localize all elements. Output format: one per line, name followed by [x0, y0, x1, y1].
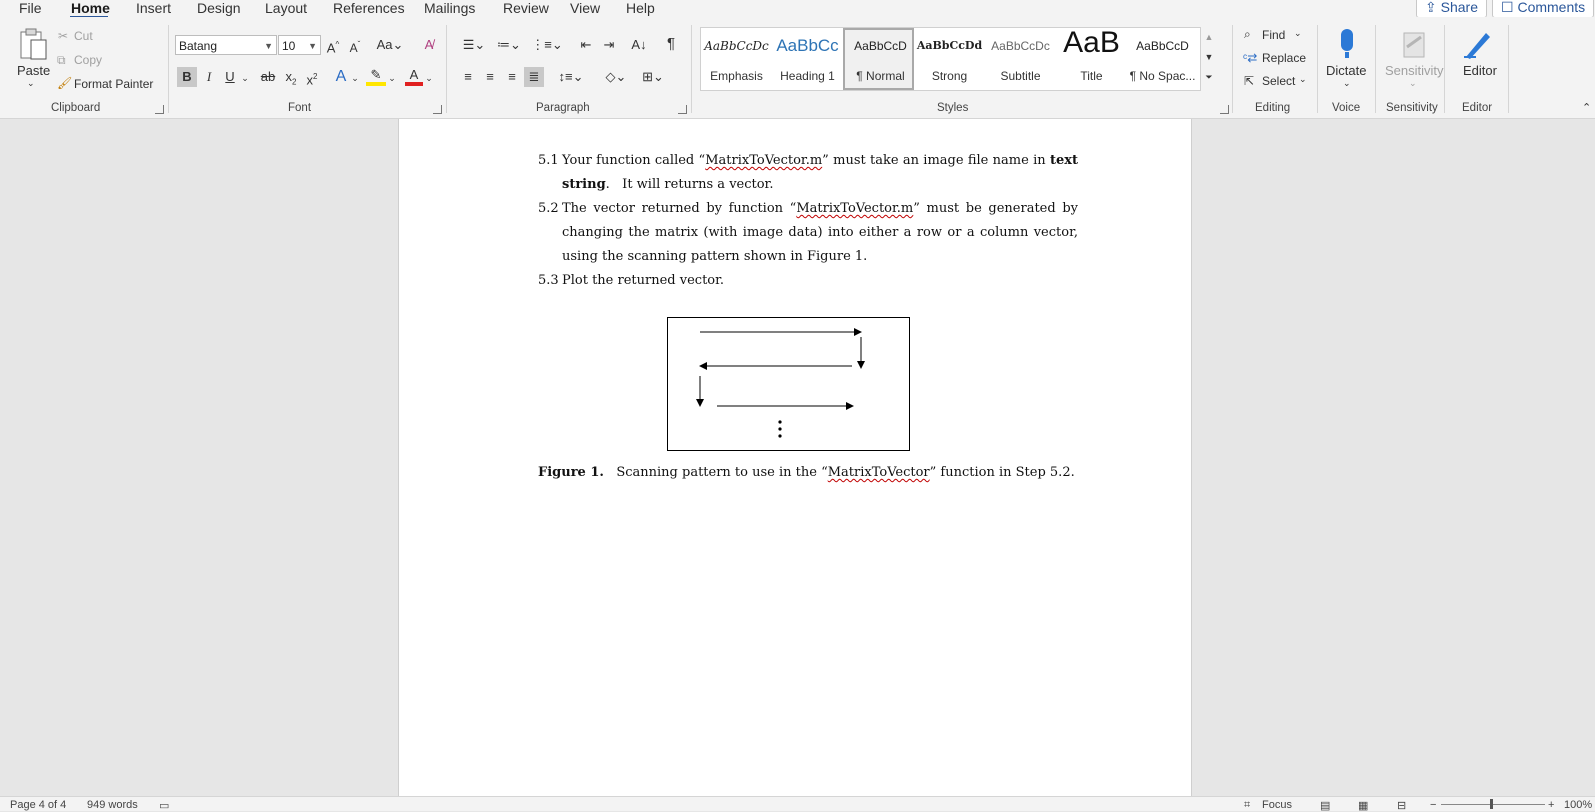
group-divider — [1508, 25, 1509, 113]
share-button[interactable] — [1416, 0, 1487, 18]
chevron-down-icon[interactable]: ⌄ — [1409, 78, 1417, 88]
paste-icon[interactable] — [18, 27, 48, 61]
editor-icon[interactable] — [1462, 27, 1494, 61]
gallery-scroll-up-icon[interactable]: ▲ — [1204, 32, 1214, 42]
sensitivity-icon[interactable] — [1399, 27, 1429, 61]
proofing-icon[interactable]: ▭ — [159, 800, 170, 812]
print-layout-icon[interactable]: ▦ — [1358, 800, 1369, 812]
style-heading-1[interactable] — [772, 28, 843, 90]
group-divider — [168, 25, 169, 113]
cut-icon: ✂ — [58, 29, 69, 43]
style-preview: AaBbCcDc — [704, 39, 769, 53]
tab-file[interactable]: File — [19, 0, 42, 16]
style-preview: AaBbCc — [776, 36, 839, 55]
tab-insert[interactable]: Insert — [136, 0, 172, 16]
list-number: 5.2 — [538, 201, 559, 216]
style-preview: AaBbCcD — [854, 39, 907, 53]
sensitivity-group-label: Sensitivity — [1386, 102, 1438, 114]
comment-icon: ☐ — [1501, 0, 1518, 15]
italic-button[interactable]: I — [206, 69, 212, 84]
paragraph-text: Your function called “ — [562, 153, 706, 168]
chevron-down-icon[interactable]: ⌄ — [1299, 74, 1307, 84]
tab-design[interactable]: Design — [197, 0, 241, 16]
style-preview: AaB — [1063, 26, 1120, 59]
web-layout-icon[interactable]: ⊟ — [1397, 800, 1407, 812]
format-painter-icon: 🖌 — [57, 76, 73, 90]
tab-layout[interactable]: Layout — [265, 0, 308, 16]
group-divider — [1444, 25, 1445, 113]
focus-button[interactable]: Focus — [1262, 799, 1292, 811]
shrink-font-icon[interactable]: $A^ˇ$ — [349, 40, 361, 55]
chevron-down-icon: ▼ — [264, 41, 273, 51]
clipboard-launcher-icon[interactable] — [155, 105, 164, 114]
style-name: ¶ No Spac... — [1129, 69, 1196, 83]
status-bar — [0, 796, 1595, 811]
scanning-pattern-figure[interactable] — [667, 317, 910, 451]
zoom-level[interactable]: 100% — [1564, 799, 1593, 811]
paragraph-text: . It will returns a vector. — [605, 177, 774, 192]
search-icon: ⌕ — [1244, 27, 1251, 41]
paragraph-text: ” must be generated by changing the matrix (with image data) into either a row or a column vector, using the scanning pattern shown in Figure 1. — [562, 201, 1078, 264]
chevron-down-icon[interactable]: ⌄ — [1294, 28, 1302, 38]
chevron-down-icon[interactable]: ⌄ — [388, 73, 396, 83]
group-divider — [691, 25, 692, 113]
list-number: 5.3 — [538, 273, 559, 288]
styles-group-label: Styles — [937, 102, 969, 114]
continuation-dot — [778, 420, 781, 423]
clear-formatting-icon[interactable]: A̸ — [424, 37, 434, 52]
sensitivity-button[interactable]: Sensitivity — [1385, 63, 1444, 78]
read-mode-icon[interactable]: ▤ — [1320, 800, 1331, 812]
style-strong[interactable] — [914, 28, 985, 90]
style-title[interactable] — [1056, 28, 1127, 90]
tab-view[interactable]: View — [570, 0, 601, 16]
justify-icon[interactable]: ≣ — [524, 67, 544, 87]
collapse-ribbon-icon[interactable]: ⌃ — [1582, 102, 1592, 114]
paragraph-group-label: Paragraph — [536, 102, 590, 114]
text-effects-icon[interactable]: A — [335, 68, 347, 85]
multilevel-list-icon[interactable]: ⋮≡⌄ — [531, 37, 563, 52]
font-size-value: 10 — [282, 39, 296, 53]
replace-button[interactable]: Replace — [1262, 51, 1307, 65]
page-count[interactable]: Page 4 of 4 — [10, 799, 67, 811]
word-count[interactable]: 949 words — [87, 799, 138, 811]
numbering-icon[interactable]: ≔⌄ — [497, 37, 521, 52]
grow-font-icon[interactable]: A^ — [326, 40, 340, 56]
shading-icon[interactable]: ◇⌄ — [605, 69, 627, 84]
dictate-button[interactable]: Dictate — [1326, 63, 1367, 78]
gallery-expand-icon[interactable]: ⏷ — [1205, 72, 1213, 82]
figure-caption[interactable] — [538, 462, 1098, 484]
chevron-down-icon[interactable]: ⌄ — [241, 73, 249, 83]
font-launcher-icon[interactable] — [433, 105, 442, 114]
editing-group-label: Editing — [1255, 102, 1291, 114]
voice-group-label: Voice — [1332, 102, 1361, 114]
align-left-icon[interactable]: ≡ — [464, 69, 472, 84]
list-item[interactable] — [538, 149, 1078, 197]
replace-icon: ᶜ⇄ — [1243, 51, 1258, 65]
zoom-slider-thumb[interactable] — [1490, 799, 1493, 809]
share-label: Share — [1440, 0, 1478, 15]
bold-text: text string — [562, 153, 1078, 192]
bold-button[interactable]: B — [177, 67, 197, 87]
group-divider — [1317, 25, 1318, 113]
style-name: Heading 1 — [780, 69, 835, 83]
tab-help[interactable]: Help — [626, 0, 655, 16]
cut-button[interactable]: Cut — [74, 29, 93, 43]
list-item[interactable] — [538, 269, 1078, 293]
continuation-dot — [778, 427, 781, 430]
group-divider — [1232, 25, 1233, 113]
highlight-icon[interactable]: ✎ — [366, 66, 386, 86]
caption-text: Scanning pattern to use in the “ — [603, 465, 828, 480]
font-name-combo[interactable] — [175, 35, 277, 55]
style-emphasis[interactable] — [701, 28, 772, 90]
caption-label: Figure 1. — [538, 465, 604, 480]
borders-icon[interactable]: ⊞⌄ — [642, 69, 664, 84]
increase-indent-icon[interactable]: ⇥ — [603, 37, 615, 52]
share-icon: ⇪ — [1425, 0, 1441, 15]
paragraph-text: The vector returned by function “ — [562, 201, 797, 216]
select-icon: ⇱ — [1244, 74, 1255, 88]
zoom-slider[interactable] — [1441, 804, 1545, 805]
function-name: MatrixToVector.m — [796, 201, 914, 216]
style-name: Emphasis — [710, 69, 763, 83]
align-center-icon[interactable]: ≡ — [486, 69, 494, 84]
paragraph-text: Plot the returned vector. — [562, 273, 725, 288]
font-size-combo[interactable] — [278, 35, 321, 55]
strikethrough-button[interactable]: ab — [260, 69, 276, 84]
comments-label: Comments — [1517, 0, 1586, 15]
decrease-indent-icon[interactable]: ⇤ — [580, 37, 592, 52]
ribbon — [0, 17, 1595, 119]
style-subtitle[interactable] — [985, 28, 1056, 90]
style-preview: AaBbCcDc — [991, 39, 1050, 53]
style-name: Strong — [931, 69, 968, 83]
style-name: ¶ Normal — [856, 69, 905, 83]
change-case-icon[interactable]: Aa⌄ — [376, 37, 404, 52]
function-name: MatrixToVector — [827, 465, 930, 480]
style-name: Subtitle — [1000, 69, 1041, 83]
paste-button[interactable]: Paste — [17, 63, 51, 78]
paste-dropdown-icon[interactable]: ⌄ — [27, 78, 35, 88]
gallery-scroll-down-icon[interactable]: ▼ — [1204, 52, 1214, 62]
format-painter-button[interactable]: Format Painter — [74, 77, 154, 91]
style-no-spacing[interactable] — [1127, 28, 1198, 90]
tab-references[interactable]: References — [333, 0, 405, 16]
list-item[interactable] — [538, 197, 1078, 269]
style-preview: AaBbCcD — [1136, 39, 1189, 53]
sort-icon[interactable]: A↓ — [631, 37, 647, 52]
style-name: Title — [1080, 69, 1103, 83]
continuation-dot — [778, 434, 781, 437]
line-spacing-icon[interactable]: ↕≡⌄ — [558, 69, 584, 84]
tab-home[interactable]: Home — [71, 0, 110, 16]
font-color-icon[interactable]: A — [405, 66, 423, 86]
bullets-icon[interactable]: ☰⌄ — [462, 37, 486, 52]
editor-group-label: Editor — [1462, 102, 1493, 114]
group-divider — [1375, 25, 1376, 113]
tab-review[interactable]: Review — [503, 0, 549, 16]
show-marks-icon[interactable]: ¶ — [666, 35, 676, 52]
zoom-out-icon[interactable]: − — [1430, 799, 1437, 811]
focus-icon: ⌗ — [1244, 799, 1251, 811]
chevron-down-icon[interactable]: ⌄ — [425, 73, 433, 83]
ribbon-tabs — [0, 0, 1595, 17]
zoom-in-icon[interactable]: + — [1548, 799, 1555, 811]
function-name: MatrixToVector.m — [705, 153, 823, 168]
clipboard-group-label: Clipboard — [51, 102, 101, 114]
styles-gallery — [700, 27, 1201, 91]
list-number: 5.1 — [538, 153, 559, 168]
style-preview: AaBbCcDd — [916, 39, 983, 52]
copy-icon: ⧉ — [57, 53, 66, 67]
scanning-pattern-diagram — [668, 318, 909, 450]
microphone-icon[interactable] — [1335, 27, 1359, 61]
chevron-down-icon[interactable]: ⌄ — [351, 73, 359, 83]
copy-button[interactable]: Copy — [74, 53, 103, 67]
comments-button[interactable] — [1492, 0, 1594, 18]
chevron-down-icon[interactable]: ⌄ — [1343, 78, 1351, 88]
style-normal[interactable] — [843, 28, 914, 90]
chevron-down-icon: ▼ — [308, 41, 317, 51]
group-divider — [446, 25, 447, 113]
find-button[interactable]: Find — [1262, 28, 1286, 42]
select-button[interactable]: Select — [1262, 74, 1296, 88]
editor-button[interactable]: Editor — [1463, 63, 1497, 78]
subscript-button[interactable]: $x_2$ — [285, 69, 297, 87]
paragraph-text: ” must take an image file name in — [822, 153, 1050, 168]
underline-button[interactable]: U — [225, 69, 235, 84]
font-name-value: Batang — [179, 39, 218, 53]
font-group-label: Font — [288, 102, 312, 114]
superscript-button[interactable]: $x^2$ — [306, 72, 318, 88]
paragraph-launcher-icon[interactable] — [678, 105, 687, 114]
align-right-icon[interactable]: ≡ — [508, 69, 516, 84]
tab-mailings[interactable]: Mailings — [424, 0, 476, 16]
caption-text: ” function in Step 5.2. — [929, 465, 1075, 480]
styles-launcher-icon[interactable] — [1220, 105, 1229, 114]
